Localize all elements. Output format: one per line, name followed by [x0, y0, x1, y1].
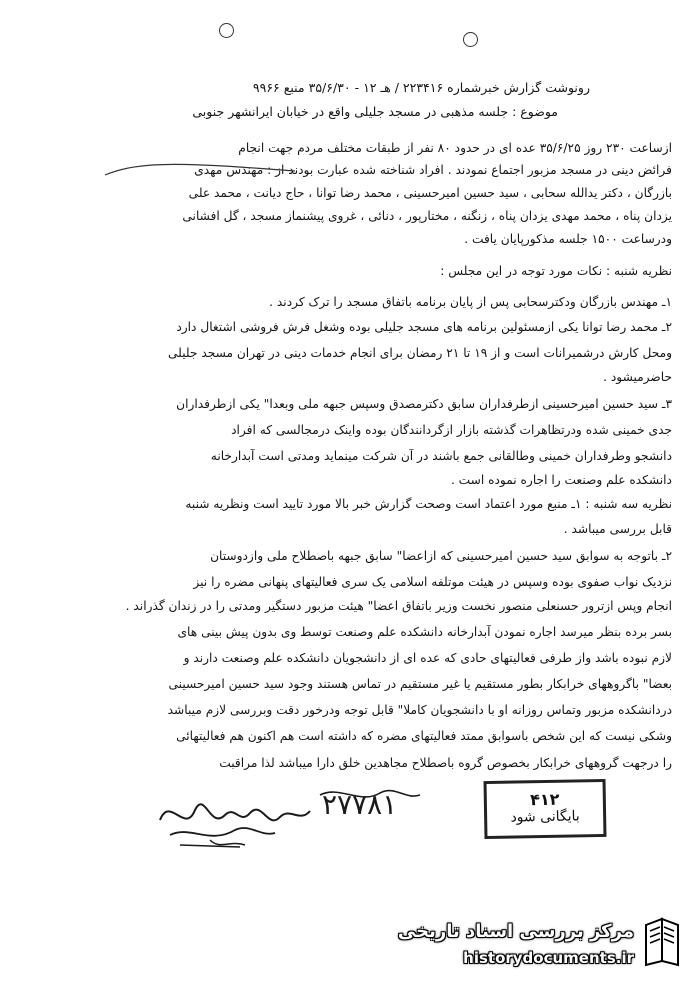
body-line: دردانشکده مزبور وتماس روزانه او با دانشجویان کاملا" قابل توجه ودرخور دقت وبررسی لازم میباشد	[167, 703, 672, 717]
body-line: بازرگان ، دکتر یدالله سحابی ، سید حسین امیرحسینی ، محمد رضا توانا ، حاج دیانت ، محمد علی	[188, 186, 672, 200]
handwritten-mark	[100, 155, 300, 185]
body-line: ۳ـ سید حسین امیرحسینی ازطرفداران سابق دکترمصدق وسپس جبهه ملی وبعدا" یکی ازطرفداران	[176, 397, 672, 411]
body-line: فرائض دینی در مسجد مزبور اجتماع نمودند . افراد شناخته شده عبارت بودند از : مهندس مهدی	[194, 163, 672, 177]
body-line: نظریه سه شنبه : ۱ـ منبع مورد اعتماد است وصحت گزارش خبر بالا مورد تایید است ونظریه شنبه	[185, 497, 672, 511]
report-header: رونوشت گزارش خبرشماره ۲۲۳۴۱۶ / هـ ۱۲ - ۳۵/۶/۳۰ منبع ۹۹۶۶	[252, 80, 590, 95]
file-number: ۲۷۷۸۱	[322, 788, 398, 821]
body-line: نظریه شنبه : نکات مورد توجه در این مجلس :	[440, 264, 672, 278]
book-logo-icon	[640, 917, 684, 967]
body-line: انجام وپس ازترور حسنعلی منصور نخست وزیر باتفاق اعضا" هیئت مزبور دستگیر ومدتی را در زندان گذراند .	[125, 599, 672, 613]
body-line: قابل بررسی میباشد .	[563, 522, 672, 536]
body-line: نزدیک نواب صفوی بوده وسپس در هیئت موتلفه اسلامی یک سری فعالیتهای پنهانی مضره را نیز	[193, 575, 672, 589]
watermark-url: historydocuments.ir	[463, 949, 634, 967]
body-line: را درجهت گروههای خرابکار بخصوص گروه باصطلاح مجاهدین خلق دارا میباشد لذا مراقبت	[219, 756, 672, 770]
stamp-number: ۴۱۲	[530, 789, 560, 810]
body-line: ومحل کارش درشمیرانات است و از ۱۹ تا ۲۱ رمضان برای انجام خدمات دینی در تهران مسجد جلیلی	[168, 346, 672, 360]
watermark	[397, 915, 690, 975]
body-line: بعضا" باگروههای خرابکار بطور مستقیم یا غیر مستقیم در تماس هستند وجود سید حسین امیرحسینی	[168, 677, 672, 691]
body-line: حاضرمیشود .	[603, 370, 672, 384]
punch-hole-left	[219, 23, 234, 38]
body-line: لازم نبوده باشد واز طرفی فعالیتهای حادی که عده ای از دانشجویان دانشکده علم وصنعت دارند و	[183, 651, 672, 665]
body-line: دانشکده علم وصنعت را اجاره نموده است .	[450, 473, 672, 487]
body-line: جدی خمینی شده ودرتظاهرات گذشته بازار ازگردانندگان بوده واینک درمجالسی که افراد	[231, 423, 672, 437]
archive-stamp	[484, 779, 607, 839]
body-line: یزدان پناه ، محمد مهدی یزدان پناه ، زنگنه ، مختارپور ، دنائی ، غروی پیشنماز مسجد ، گل افشانی	[182, 209, 672, 223]
punch-hole-right	[463, 32, 478, 47]
body-line: ۲ـ محمد رضا توانا یکی ازمسئولین برنامه های مسجد جلیلی بوده وشغل فرش فروشی اشتغال دارد	[176, 320, 672, 334]
stamp-label: بایگانی شود	[510, 808, 580, 826]
body-line: ازساعت ۲۳۰ روز ۳۵/۶/۲۵ عده ای در حدود ۸۰ نفر از طبقات مختلف مردم جهت انجام	[238, 141, 672, 155]
report-subject: موضوع : جلسه مذهبی در مسجد جلیلی واقع در خیابان ایرانشهر جنوبی	[192, 104, 558, 119]
body-line: بسر برده بنظر میرسد اجاره نمودن آبدارخانه دانشکده علم وصنعت توسط وی بدون پیش بینی های	[177, 625, 672, 639]
signature-scribble	[150, 775, 470, 855]
body-line: ۱ـ مهندس بازرگان ودکترسحابی پس از پایان برنامه باتفاق مسجد را ترک کردند .	[269, 295, 672, 309]
body-line: وشکی نیست که این شخص باسوابق ممتد فعالیتهای مضره که داشته است هم اکنون هم فعالیتهائی	[176, 729, 672, 743]
body-line: ۲ـ باتوجه به سوابق سید حسین امیرحسینی که ازاعضا" سابق جبهه باصطلاح ملی وازدوستان	[210, 549, 672, 563]
body-line: ودرساعت ۱۵۰۰ جلسه مذکورپایان یافت .	[464, 232, 672, 246]
watermark-title: مرکز بررسی اسناد تاریخی	[397, 921, 634, 942]
body-line: دانشجو وطرفداران خمینی وطالقانی جمع باشند در آن شرکت مینماید ومدتی است آبدارخانه	[210, 449, 672, 463]
